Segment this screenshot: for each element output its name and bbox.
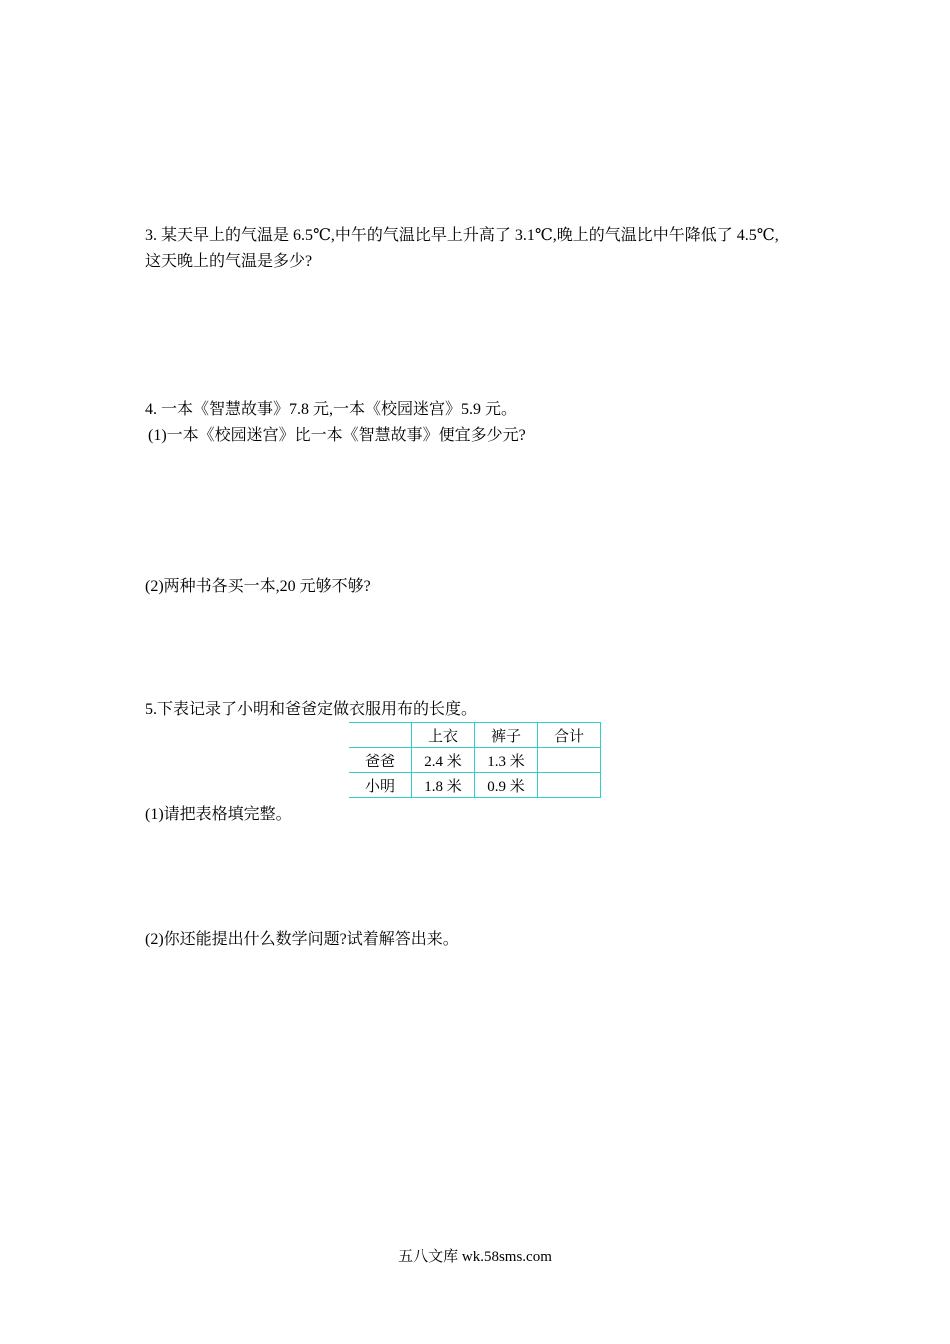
table-cell: 爸爸 bbox=[349, 748, 412, 773]
question-3-text-line-2: 这天晚上的气温是多少? bbox=[145, 253, 313, 270]
question-4-part-1: (1)一本《校园迷宫》比一本《智慧故事》便宜多少元? bbox=[148, 427, 526, 444]
table-cell: 小明 bbox=[349, 773, 412, 798]
table-cell: 0.9 米 bbox=[475, 773, 538, 798]
table-header-cell: 上衣 bbox=[412, 723, 475, 748]
table-header-row bbox=[349, 723, 601, 748]
table-header-cell: 裤子 bbox=[475, 723, 538, 748]
question-3-text-line-1: 3. 某天早上的气温是 6.5℃,中午的气温比早上升高了 3.1℃,晚上的气温比中午降低了 4.5℃, bbox=[145, 227, 779, 244]
question-4-text: 4. 一本《智慧故事》7.8 元,一本《校园迷宫》5.9 元。 bbox=[145, 401, 518, 418]
table-header-cell: 合计 bbox=[538, 723, 601, 748]
question-4-part-2: (2)两种书各买一本,20 元够不够? bbox=[145, 578, 371, 595]
table-row bbox=[349, 773, 601, 798]
table-cell: 2.4 米 bbox=[412, 748, 475, 773]
table-header-cell bbox=[349, 723, 412, 748]
table-row bbox=[349, 748, 601, 773]
question-5-part-2: (2)你还能提出什么数学问题?试着解答出来。 bbox=[145, 931, 459, 948]
page-footer: 五八文库 wk.58sms.com bbox=[398, 1249, 552, 1265]
question-5-text: 5.下表记录了小明和爸爸定做衣服用布的长度。 bbox=[145, 701, 478, 718]
table-cell: 1.3 米 bbox=[475, 748, 538, 773]
table-cell bbox=[538, 773, 601, 798]
table-cell bbox=[538, 748, 601, 773]
table-cell: 1.8 米 bbox=[412, 773, 475, 798]
question-5-part-1: (1)请把表格填完整。 bbox=[145, 806, 292, 823]
fabric-length-table bbox=[349, 722, 601, 798]
